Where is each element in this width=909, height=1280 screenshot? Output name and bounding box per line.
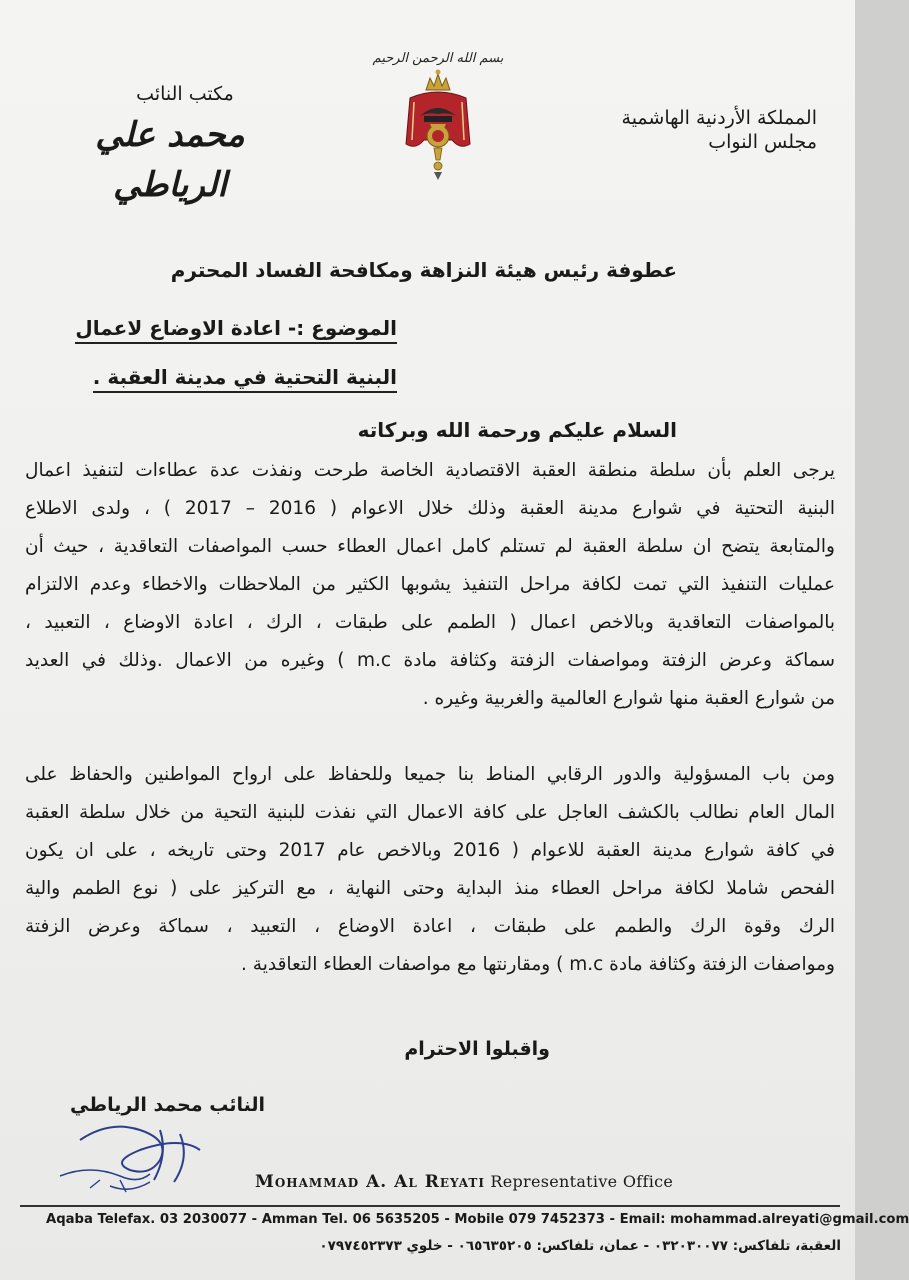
- footer-divider: [20, 1205, 840, 1207]
- paragraph-line: في كافة شوارع مدينة العقبة للاعوام ( 2016 وبالاخص عام 2017 وحتى تاريخه ، على ان يكون: [25, 840, 835, 861]
- office-name-rest: Representative Office: [490, 1172, 674, 1191]
- body-paragraph-1: [25, 452, 835, 718]
- paragraph-line: ومواصفات الزفتة وكثافة مادة m.c ) ومقارنتها مع مواصفات العطاء التعاقدية .: [241, 954, 835, 975]
- paragraph-line: ومن باب المسؤولية والدور الرقابي المناط بنا جميعا وللحفاظ على ارواح المواطنين والحفاظ على: [25, 764, 835, 785]
- closing: واقبلوا الاحترام: [404, 1038, 550, 1060]
- paragraph-line: البنية التحتية في شوارع مدينة العقبة وذلك خلال الاعوام ( 2016 – 2017 ) ، ولدى الاطلاع: [25, 498, 835, 519]
- paragraph-line: من شوارع العقبة منها شوارع العالمية والغربية وغيره .: [422, 688, 835, 709]
- contact-arabic: العقبة، تلفاكس: ٠٣٢٠٣٠٠٧٧ - عمان، تلفاكس: ٠٦٥٦٣٥٢٠٥ - خلوي ٠٧٩٧٤٥٢٣٧٣: [319, 1238, 841, 1254]
- handwritten-signature: [50, 1110, 250, 1200]
- paragraph-line: المال العام نطالب بالكشف العاجل على كافة الاعمال التي نفذت للبنية التحية من خلال سلطة العقبة: [25, 802, 835, 823]
- greeting: السلام عليكم ورحمة الله وبركاته: [357, 418, 677, 442]
- paragraph-line: سماكة وعرض الزفتة ومواصفات الزفتة وكثافة مادة m.c ) وغيره من الاعمال .وذلك في العديد: [25, 650, 835, 671]
- paragraph-line: الفحص شاملا لكافة مراحل العطاء منذ البداية وحتى النهاية ، مع التركيز على ( نوع الطمم والية: [25, 878, 835, 899]
- subject-line-1: الموضوع :- اعادة الاوضاع لاعمال: [75, 316, 397, 344]
- subject-line-2: البنية التحتية في مدينة العقبة .: [93, 365, 397, 393]
- paragraph-line: بالمواصفات التعاقدية وبالاخص اعمال ( الطمم على طبقات ، الرك ، اعادة الاوضاع ، التعبيد ،: [25, 612, 835, 633]
- mp-office-label: مكتب النائب: [136, 83, 234, 105]
- mp-name-calligraphy: محمد علي الرياطي: [95, 115, 245, 205]
- paragraph-line: والمتابعة يتضح ان سلطة العقبة لم تستلم كامل اعمال العطاء حسب المواصفات التعاقدية ، حيث أن: [25, 536, 835, 557]
- contact-english: Aqaba Telefax. 03 2030077 - Amman Tel. 06 5635205 - Mobile 079 7452373 - Email: mohammad.alreyati@gmail.com: [46, 1212, 909, 1227]
- paragraph-line: عمليات التنفيذ التي تمت لكافة مراحل التنفيذ يشوبها الكثير من الملاحظات والاخطاء وعدم الالتزام: [25, 574, 835, 595]
- office-name-bold: Mohammad A. Al Reyati: [255, 1172, 485, 1192]
- body-paragraph-2: [25, 756, 835, 984]
- paragraph-line: يرجى العلم بأن سلطة منطقة العقبة الاقتصادية الخاصة طرحت ونفذت عدة عطاءات لتنفيذ اعمال: [25, 460, 835, 481]
- paragraph-line: الرك وقوة الرك والطمم على طبقات ، اعادة الاوضاع ، التعبيد ، سماكة وعرض الزفتة: [25, 916, 835, 937]
- org-kingdom: المملكة الأردنية الهاشمية: [621, 107, 817, 129]
- signatory-name: النائب محمد الرياطي: [70, 1094, 266, 1116]
- coat-of-arms-icon: [372, 40, 504, 190]
- org-header: [557, 106, 817, 154]
- org-parliament: مجلس النواب: [708, 131, 817, 153]
- office-name-english: [255, 1172, 673, 1192]
- mp-office-header: [80, 82, 260, 210]
- basmala-text: بسم الله الرحمن الرحيم: [372, 51, 504, 66]
- addressee: عطوفة رئيس هيئة النزاهة ومكافحة الفساد المحترم: [170, 258, 677, 282]
